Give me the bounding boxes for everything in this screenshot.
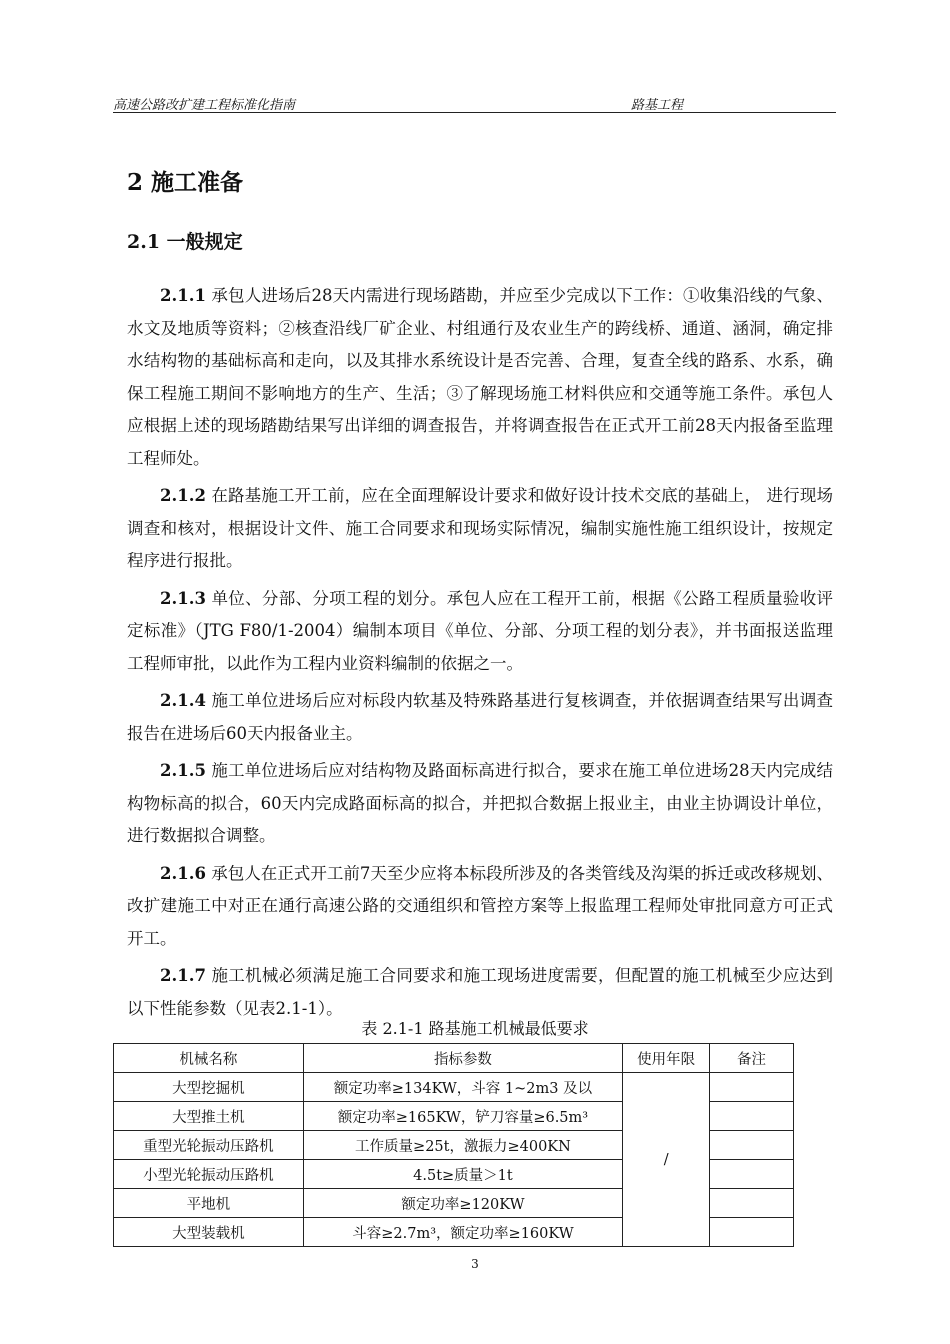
machine-name-cell: 大型装载机 <box>114 1218 304 1247</box>
clause-text: 承包人在正式开工前7天至少应将本标段所涉及的各类管线及沟渠的拆迁或改移规划、改扩建施工中对正在通行高速公路的交通组织和管控方案等上报监理工程师处审批同意方可正式开工。 <box>127 863 833 948</box>
header-section-name: 路基工程 <box>631 98 684 113</box>
clause-number: 2.1.5 <box>160 761 206 780</box>
machine-name-cell: 重型光轮振动压路机 <box>114 1131 304 1160</box>
column-header-remarks: 备注 <box>710 1044 794 1073</box>
remarks-cell <box>710 1131 794 1160</box>
table-caption: 表 2.1-1 路基施工机械最低要求 <box>361 1019 589 1038</box>
remarks-cell <box>710 1073 794 1102</box>
clause-number: 2.1.3 <box>160 588 206 608</box>
clause-text: 单位、分部、分项工程的划分。承包人应在工程开工前，根据《公路工程质量验收评定标准》（JTG F80/1-2004）编制本项目《单位、分部、分项工程的划分表》，并书面报送监理工程师审批，以此作为工程内业资料编制的依据之一。 <box>127 588 833 673</box>
clause-number: 2.1.1 <box>160 286 206 305</box>
clause-text: 施工机械必须满足施工合同要求和施工现场进度需要，但配置的施工机械至少应达到以下性能参数（见表2.1-1）。 <box>127 966 833 1018</box>
column-header-service-years: 使用年限 <box>623 1044 710 1073</box>
service-years-cell: / <box>623 1073 710 1247</box>
paragraph-2-1-5 <box>127 755 833 853</box>
column-header-spec: 指标参数 <box>303 1044 623 1073</box>
spec-cell: 4.5t≥质量＞1t <box>303 1160 623 1189</box>
remarks-cell <box>710 1218 794 1247</box>
paragraph-2-1-1 <box>127 280 833 475</box>
spec-cell: 额定功率≥165KW，铲刀容量≥6.5m³ <box>303 1102 623 1131</box>
column-header-machine-name: 机械名称 <box>114 1044 304 1073</box>
chapter-title: 2 施工准备 <box>127 169 244 196</box>
clause-number: 2.1.7 <box>160 966 206 985</box>
remarks-cell <box>710 1160 794 1189</box>
clause-text: 承包人进场后28天内需进行现场踏勘，并应至少完成以下工作：①收集沿线的气象、水文及地质等资料；②核查沿线厂矿企业、村组通行及农业生产的跨线桥、通道、涵洞，确定排水结构物的基础标高和走向，以及其排水系统设计是否完善、合理，复查全线的路系、水系，确保工程施工期间不影响地方的生产、生活；③了解现场施工材料供应和交通等施工条件。承包人应根据上述的现场踏勘结果写出详细的调查报告，并将调查报告在正式开工前28天内报备至监理工程师处。 <box>127 286 833 468</box>
body-text <box>127 280 833 1030</box>
spec-cell: 斗容≥2.7m³，额定功率≥160KW <box>303 1218 623 1247</box>
page-number: 3 <box>471 1257 479 1271</box>
section-title: 2.1 一般规定 <box>127 231 243 253</box>
clause-number: 2.1.2 <box>160 486 206 505</box>
clause-number: 2.1.4 <box>160 691 206 710</box>
paragraph-2-1-3 <box>127 583 833 681</box>
table-header-row <box>114 1044 794 1073</box>
page-header <box>113 92 836 113</box>
remarks-cell <box>710 1102 794 1131</box>
clause-text: 在路基施工开工前，应在全面理解设计要求和做好设计技术交底的基础上， 进行现场调查和核对，根据设计文件、施工合同要求和现场实际情况，编制实施性施工组织设计，按规定程序进行报批。 <box>127 486 833 570</box>
clause-text: 施工单位进场后应对结构物及路面标高进行拟合，要求在施工单位进场28天内完成结构物标高的拟合，60天内完成路面标高的拟合，并把拟合数据上报业主，由业主协调设计单位，进行数据拟合调整。 <box>127 761 833 845</box>
clause-text: 施工单位进场后应对标段内软基及特殊路基进行复核调查，并依据调查结果写出调查报告在进场后60天内报备业主。 <box>127 691 833 743</box>
paragraph-2-1-4 <box>127 685 833 750</box>
remarks-cell <box>710 1189 794 1218</box>
header-document-title: 高速公路改扩建工程标准化指南 <box>113 98 296 113</box>
machine-name-cell: 小型光轮振动压路机 <box>114 1160 304 1189</box>
machine-name-cell: 大型推土机 <box>114 1102 304 1131</box>
spec-cell: 工作质量≥25t，激振力≥400KN <box>303 1131 623 1160</box>
spec-cell: 额定功率≥120KW <box>303 1189 623 1218</box>
table-row <box>114 1073 794 1102</box>
clause-number: 2.1.6 <box>160 863 206 883</box>
machinery-requirements-table <box>113 1043 794 1247</box>
paragraph-2-1-6 <box>127 858 833 956</box>
machine-name-cell: 大型挖掘机 <box>114 1073 304 1102</box>
spec-cell: 额定功率≥134KW，斗容 1~2m3 及以 <box>303 1073 623 1102</box>
machine-name-cell: 平地机 <box>114 1189 304 1218</box>
paragraph-2-1-2 <box>127 480 833 578</box>
